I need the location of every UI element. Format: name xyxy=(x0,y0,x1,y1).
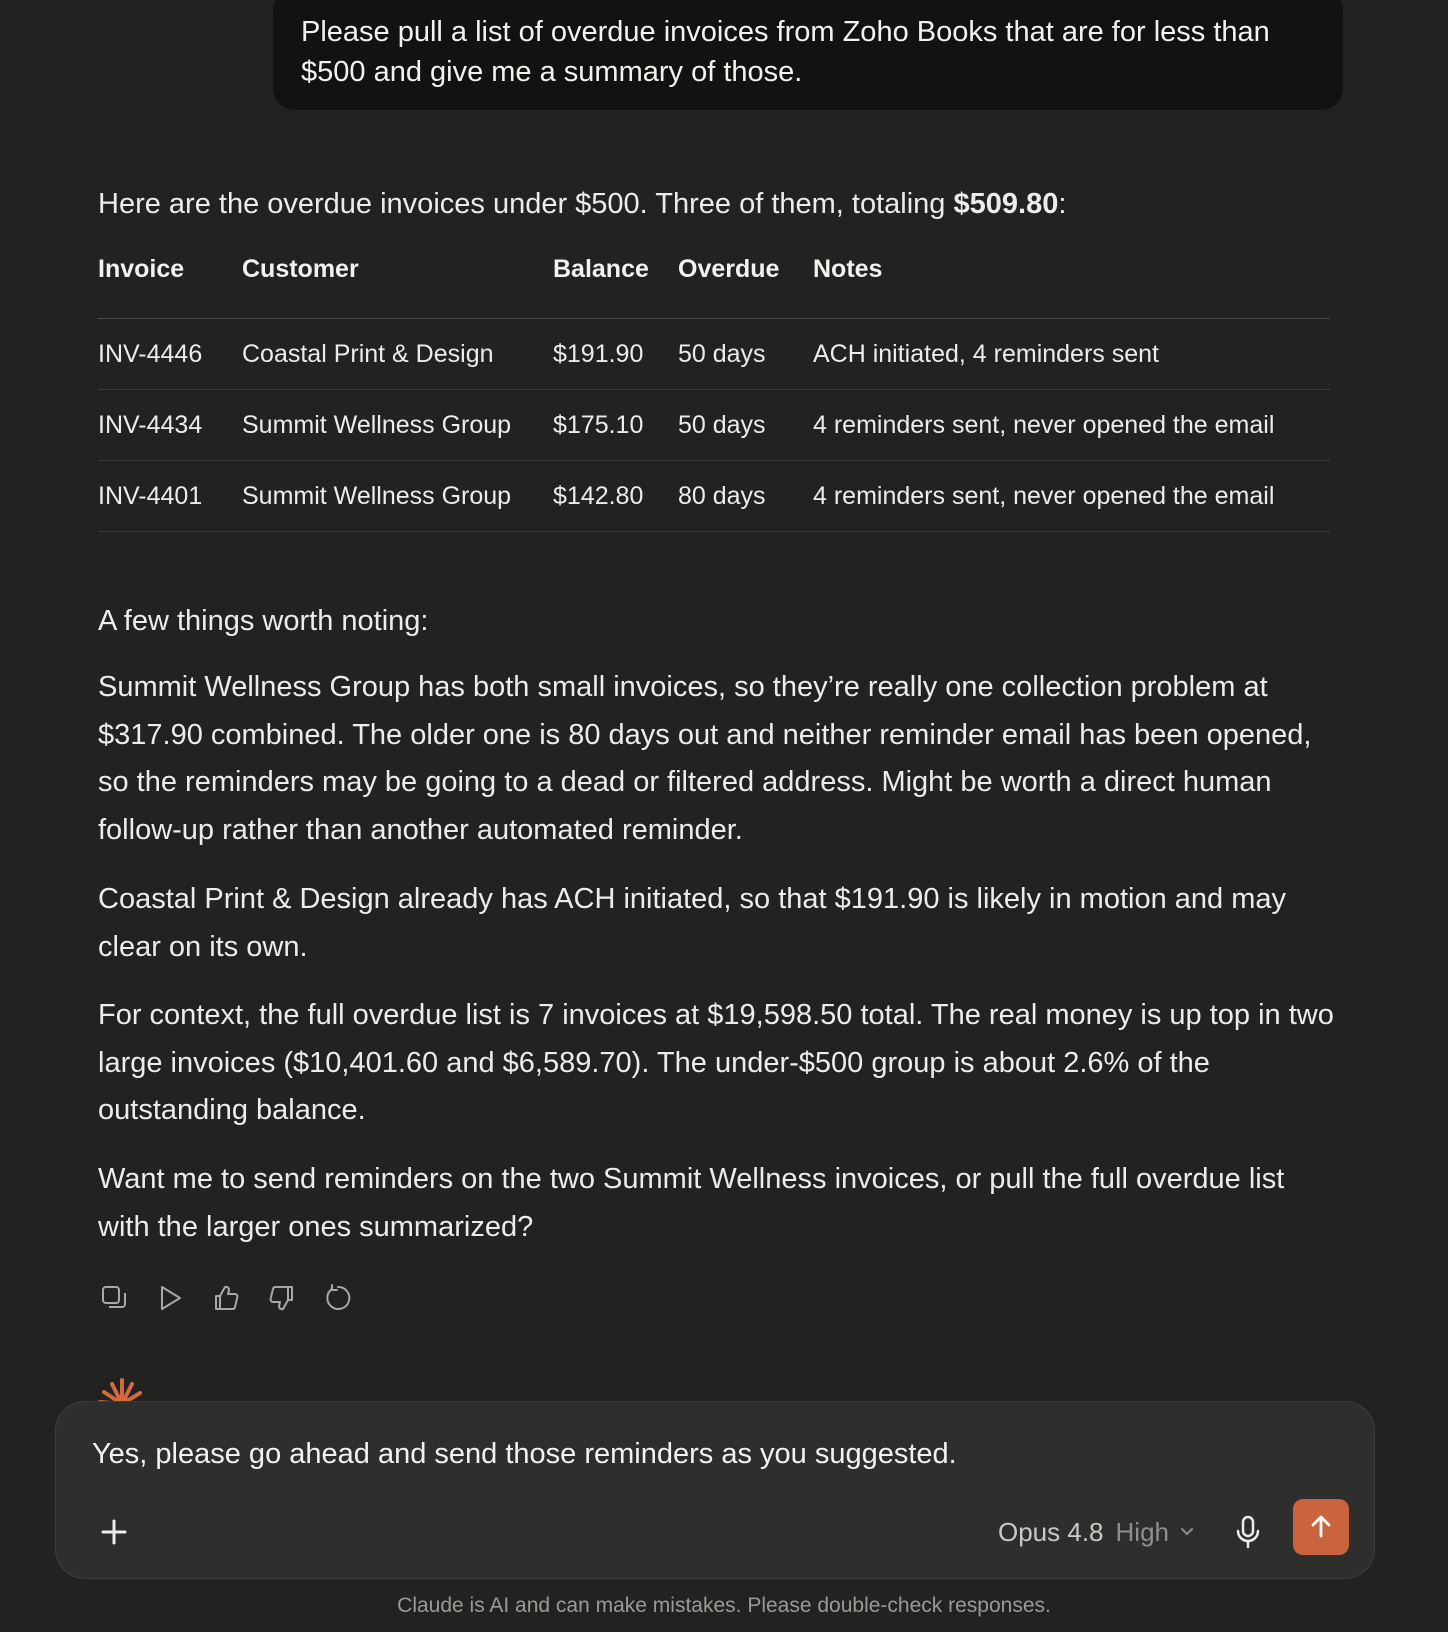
cell-customer: Summit Wellness Group xyxy=(242,390,553,461)
disclaimer-text: Claude is AI and can make mistakes. Please double-check responses. xyxy=(397,1594,1051,1617)
model-selector[interactable] xyxy=(998,1510,1195,1554)
cell-balance: $175.10 xyxy=(553,390,678,461)
play-icon[interactable] xyxy=(154,1282,186,1314)
paragraph-summit: Summit Wellness Group has both small invoices, so they’re really one collection problem at $317.90 combined. The older one is 80 days out and neither reminder email has been opened, so the reminders may be going to a dead or filtered address. Might be worth a direct human follow-up rather than another automated reminder. xyxy=(98,671,1312,846)
cell-notes: ACH initiated, 4 reminders sent xyxy=(813,319,1330,390)
cell-balance: $142.80 xyxy=(553,461,678,532)
cell-customer: Summit Wellness Group xyxy=(242,461,553,532)
cell-invoice: INV-4401 xyxy=(98,461,242,532)
response-intro xyxy=(98,184,1066,224)
arrow-up-icon xyxy=(1307,1513,1335,1541)
cell-balance: $191.90 xyxy=(553,319,678,390)
cell-overdue: 50 days xyxy=(678,319,813,390)
header-overdue: Overdue xyxy=(678,252,813,319)
user-message-bubble xyxy=(273,0,1343,110)
invoice-table xyxy=(98,252,1330,532)
notes-heading: A few things worth noting: xyxy=(98,605,429,637)
cell-invoice: INV-4434 xyxy=(98,390,242,461)
thumbs-down-icon[interactable] xyxy=(266,1282,298,1314)
cell-customer: Coastal Print & Design xyxy=(242,319,553,390)
cell-notes: 4 reminders sent, never opened the email xyxy=(813,461,1330,532)
message-composer xyxy=(55,1401,1375,1579)
message-actions xyxy=(98,1282,354,1314)
table-row xyxy=(98,390,1330,461)
table-header-row xyxy=(98,252,1330,319)
header-balance: Balance xyxy=(553,252,678,319)
header-customer: Customer xyxy=(242,252,553,319)
paragraph-question: Want me to send reminders on the two Summit Wellness invoices, or pull the full overdue list with the larger ones summarized? xyxy=(98,1163,1285,1243)
cell-overdue: 80 days xyxy=(678,461,813,532)
chevron-down-icon xyxy=(1179,1524,1195,1540)
thumbs-up-icon[interactable] xyxy=(210,1282,242,1314)
header-invoice: Invoice xyxy=(98,252,242,319)
table-row xyxy=(98,461,1330,532)
cell-overdue: 50 days xyxy=(678,390,813,461)
intro-end: : xyxy=(1058,188,1067,220)
cell-notes: 4 reminders sent, never opened the email xyxy=(813,390,1330,461)
intro-text: Here are the overdue invoices under $500. Three of them, totaling xyxy=(98,188,954,220)
cell-invoice: INV-4446 xyxy=(98,319,242,390)
header-notes: Notes xyxy=(813,252,1330,319)
paragraph-coastal: Coastal Print & Design already has ACH initiated, so that $191.90 is likely in motion and may clear on its own. xyxy=(98,883,1287,963)
user-message-text: Please pull a list of overdue invoices from Zoho Books that are for less than $500 and give me a summary of those. xyxy=(301,16,1270,88)
model-name: Opus 4.8 xyxy=(998,1516,1104,1547)
model-effort: High xyxy=(1115,1516,1169,1547)
composer-input[interactable]: Yes, please go ahead and send those reminders as you suggested. xyxy=(92,1438,957,1470)
paragraph-context: For context, the full overdue list is 7 invoices at $19,598.50 total. The real money is up top in two large invoices ($10,401.60 and $6,589.70). The under-$500 group is about 2.6% of the outstanding balance. xyxy=(98,999,1334,1126)
table-row xyxy=(98,319,1330,390)
add-attachment-icon[interactable] xyxy=(92,1510,136,1554)
send-button[interactable] xyxy=(1293,1499,1349,1555)
retry-icon[interactable] xyxy=(322,1282,354,1314)
copy-icon[interactable] xyxy=(98,1282,130,1314)
microphone-icon[interactable] xyxy=(1226,1510,1270,1554)
intro-total: $509.80 xyxy=(953,188,1059,220)
